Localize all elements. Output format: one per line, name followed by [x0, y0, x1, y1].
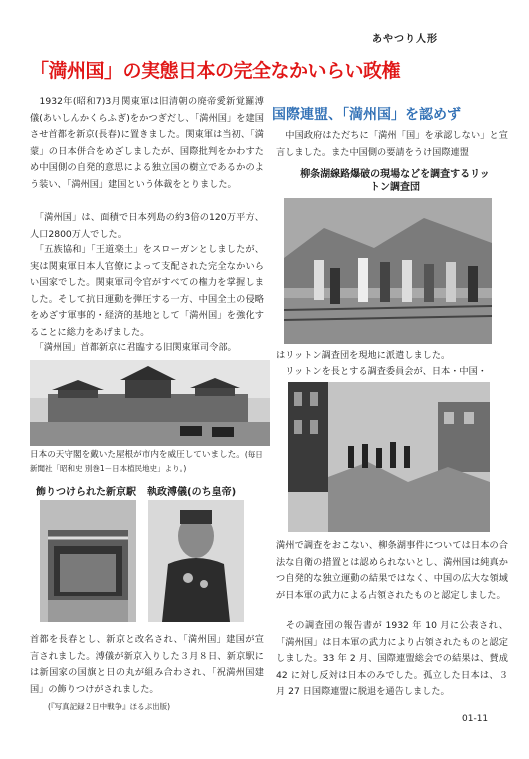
right-paragraph-3: リットンを長とする調査委員会が、日本・中国・	[276, 366, 487, 377]
hq-caption	[30, 448, 270, 476]
left-paragraph-5: 首都を長春とし、新京と改名され、「満州国」建国が宣言されました。溥儀が新京入りした３月８日、新京駅には新国家の国旗と日の丸が組み合わされ、「祝満州国建国」の飾りつけがされました。	[30, 634, 264, 695]
hq-caption-source: (毎日新聞社「昭和史 別巻1－日本植民地史」より。)	[30, 450, 263, 473]
right-paragraph-5: その調査団の報告書が 1932 年 10 月に公表され、「満州国」は日本軍の武力により占領されたものと認定しました。33 年 2 月、国際連盟総会での結果は、賛成 42 に対し反対は日本のみでした。孤立した日本は、３ 月 27 日国際連盟に脱退を通告しました。	[276, 620, 508, 697]
left-source-note: (『写真記録２日中戦争』ほるぷ出版)	[48, 702, 171, 711]
header-tag: あやつり人形	[372, 34, 438, 45]
left-paragraph-3: 「五族協和」「王道楽土」をスローガンとしましたが、実は関東軍日本人官僚によって支配された完全なかいらい国家でした。関東軍司令官がすべての権力を掌握しました。そして抗日運動を弾圧する一方、中国全土の侵略をめざす軍事的・経済的基地として「満州国」を強化することに総力をあげました。	[30, 244, 264, 338]
kwantung-army-hq-photo	[30, 360, 270, 446]
right-heading: 国際連盟、「満州国」を認めず	[272, 107, 461, 123]
right-paragraph-2: はリットン調査団を現地に派遣しました。	[276, 350, 451, 361]
right-paragraph-1: 中国政府はただちに「満州「国」を承認しない」と宣言しました。また中国側の要請をうけ国際連盟	[276, 130, 508, 158]
destroyed-city-photo	[288, 382, 490, 532]
puyi-portrait-photo	[148, 500, 244, 622]
hq-caption-text: 日本の天守閣を戴いた屋根が市内を威圧していました。	[30, 450, 245, 460]
left-paragraph-2: 「満州国」は、面積で日本列島の約3倍の120万平方、人口2800万人でした。	[30, 212, 264, 240]
left-paragraph-1: 1932年(昭和7)3月関東軍は旧清朝の廃帝愛新覚羅溥儀(あいしんかくらふぎ)をかつぎだし、「満州国」を建国させ首都を新京(長春)に置きました。関東軍は当初、「満蒙」の日本併合をめざしましたが、国際批判をかわすため中国側の自発的意思による独立国の樹立であるかのよう装い、「満州国」建国という体裁をとりました。	[30, 96, 264, 190]
page-number: 01-11	[462, 714, 489, 724]
station-label: 飾りつけられた新京駅	[36, 487, 136, 498]
left-paragraph-4: 「満州国」首都新京に君臨する旧関東軍司令部。	[30, 342, 237, 353]
puyi-label: 執政溥儀(のち皇帝)	[147, 487, 237, 498]
lytton-commission-photo	[284, 198, 492, 344]
right-paragraph-4: 満州で調査をおこない、柳条湖事件については日本の合法な自衛の措置とは認められないとし、満州国は純真かつ自発的な独立運動の結果ではなく、中国の広大な領域が日本軍の武力による占領されたものと認定しました。	[276, 540, 508, 601]
xinjing-station-photo	[40, 500, 136, 622]
lytton-photo-caption: 柳条湖線路爆破の現場などを調査するリットン調査団	[300, 169, 490, 193]
page-title: 「満州国」の実態日本の完全なかいらい政権	[30, 60, 401, 82]
